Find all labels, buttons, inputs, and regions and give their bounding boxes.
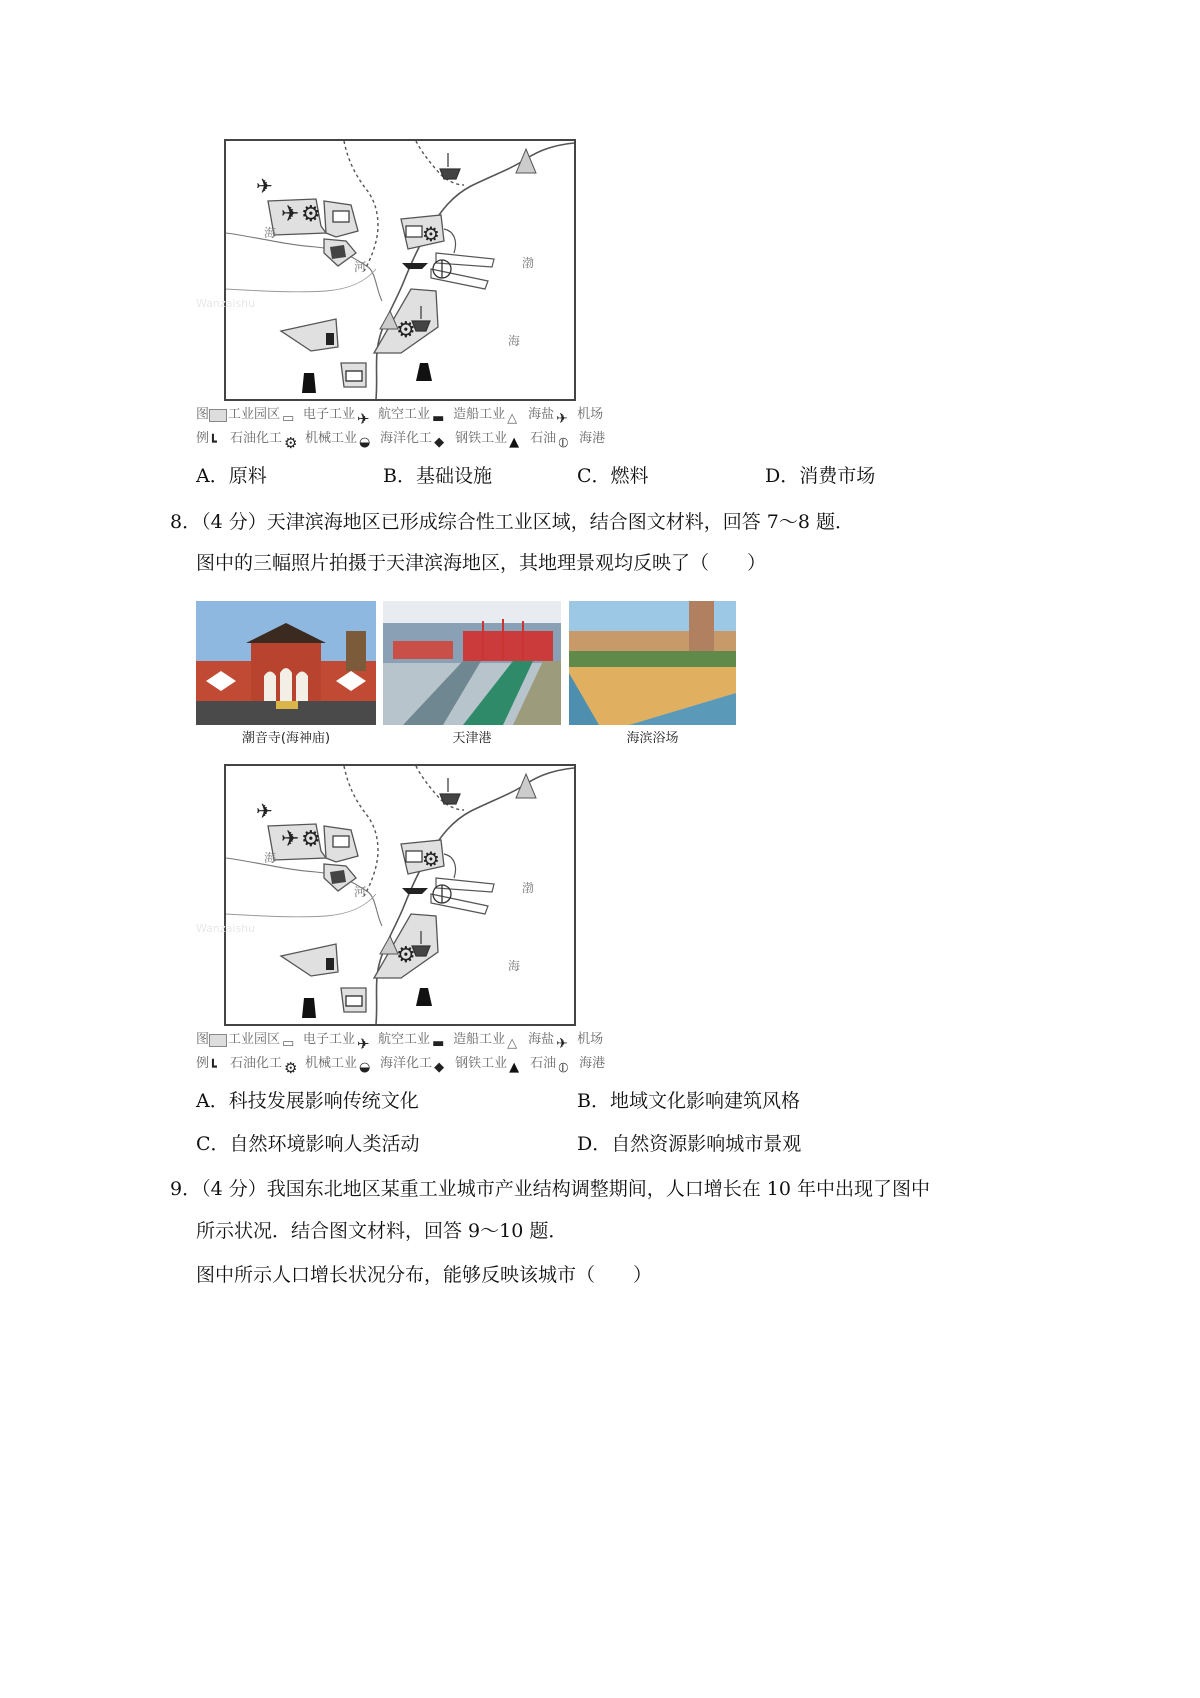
legend-label: 海港	[579, 431, 606, 446]
oil-icon: ▲	[509, 435, 520, 450]
svg-text:✈: ✈	[256, 799, 273, 823]
svg-text:✈: ✈	[256, 174, 273, 198]
legend-label: 航空工业	[378, 1032, 431, 1047]
refinery-icon: ┗	[209, 435, 217, 450]
q7-option-a[interactable]: A．原料	[196, 465, 267, 487]
q8-option-d[interactable]: D．自然资源影响城市景观	[577, 1133, 802, 1155]
map-label-sea-west: 海	[264, 851, 277, 865]
refinery-icon: ┗	[209, 1060, 217, 1075]
legend-label: 工业园区	[228, 1032, 281, 1047]
airport-icon: ✈	[556, 1036, 568, 1052]
legend-row-2	[196, 427, 607, 451]
gear-icon: ⚙	[284, 1059, 298, 1077]
map-label-bohai-2: 海	[508, 959, 521, 973]
map-label-bohai-1: 渤	[522, 881, 535, 895]
q9-stem-line-1: 9．（4 分）我国东北地区某重工业城市产业结构调整期间，人口增长在 10 年中出现了图中	[170, 1178, 930, 1200]
port-icon: ⦶	[558, 1060, 569, 1076]
legend-row-2	[196, 1052, 607, 1076]
oil-icon: ▲	[509, 1060, 520, 1075]
legend-label: 石油	[530, 1056, 557, 1071]
map-label-river: 河	[354, 260, 367, 274]
ship-icon: ▬	[432, 411, 445, 426]
marine-chemical-icon: ◒	[359, 1060, 371, 1075]
airport-icon: ✈	[556, 411, 568, 427]
legend-label: 造船工业	[453, 1032, 506, 1047]
watermark: Wanzaishu	[196, 922, 256, 935]
legend-label: 海盐	[528, 1032, 555, 1047]
photo-tianjin-port	[383, 601, 561, 725]
steel-icon: ◆	[434, 1060, 445, 1075]
legend-label: 工业园区	[228, 407, 281, 422]
legend-heading-2: 例	[196, 1056, 210, 1071]
svg-text:⚙: ⚙	[422, 222, 440, 246]
svg-text:⚙: ⚙	[301, 827, 321, 852]
legend-label: 钢铁工业	[455, 1056, 508, 1071]
q8-option-b[interactable]: B．地域文化影响建筑风格	[577, 1090, 800, 1112]
legend-label: 造船工业	[453, 407, 506, 422]
map-legend-q8	[196, 1028, 607, 1076]
svg-text:⚙: ⚙	[301, 202, 321, 227]
photo-caption-beach: 海滨浴场	[626, 731, 679, 746]
map-label-sea-west: 海	[264, 226, 277, 240]
q8-option-a[interactable]: A．科技发展影响传统文化	[196, 1090, 419, 1112]
legend-heading-1: 图	[196, 1032, 210, 1047]
svg-text:⚙: ⚙	[396, 943, 416, 968]
legend-label: 机械工业	[305, 1056, 358, 1071]
legend-label: 石油化工	[230, 1056, 283, 1071]
q8-option-c[interactable]: C．自然环境影响人类活动	[196, 1133, 420, 1155]
q8-stem: 8．（4 分）天津滨海地区已形成综合性工业区域，结合图文材料，回答 7～8 题．	[170, 511, 854, 533]
map-label-river: 河	[354, 885, 367, 899]
computer-icon: ▭	[282, 411, 295, 426]
q7-option-d[interactable]: D．消费市场	[765, 465, 876, 487]
airplane-icon: ✈	[357, 1035, 370, 1053]
legend-row-1	[196, 1028, 607, 1052]
legend-row-1	[196, 403, 607, 427]
legend-label: 钢铁工业	[455, 431, 508, 446]
legend-label: 海洋化工	[380, 431, 433, 446]
q7-option-b[interactable]: B．基础设施	[383, 465, 492, 487]
map-label-bohai-2: 海	[508, 334, 521, 348]
legend-label: 航空工业	[378, 407, 431, 422]
park-icon	[209, 1034, 227, 1047]
legend-label: 机械工业	[305, 431, 358, 446]
airplane-icon: ✈	[357, 410, 370, 428]
photo-temple	[196, 601, 376, 725]
photo-caption-port: 天津港	[452, 731, 492, 746]
svg-text:✈: ✈	[281, 202, 300, 227]
q9-stem-line-2: 所示状况．结合图文材料，回答 9～10 题．	[196, 1220, 568, 1242]
svg-text:⚙: ⚙	[422, 847, 440, 871]
park-icon	[209, 409, 227, 422]
photo-beach	[569, 601, 736, 725]
computer-icon: ▭	[282, 1036, 295, 1051]
steel-icon: ◆	[434, 435, 445, 450]
ship-icon: ▬	[432, 1036, 445, 1051]
triangle-icon: △	[507, 1036, 518, 1051]
legend-heading-2: 例	[196, 431, 210, 446]
industrial-map-q8	[224, 764, 576, 1026]
map-label-bohai-1: 渤	[522, 256, 535, 270]
legend-label: 海洋化工	[380, 1056, 433, 1071]
legend-label: 机场	[577, 1032, 604, 1047]
legend-label: 石油化工	[230, 431, 283, 446]
q8-subquestion: 图中的三幅照片拍摄于天津滨海地区，其地理景观均反映了（ ）	[196, 552, 767, 574]
photo-caption-temple: 潮音寺(海神庙)	[241, 731, 331, 746]
triangle-icon: △	[507, 411, 518, 426]
legend-heading-1: 图	[196, 407, 210, 422]
legend-label: 石油	[530, 431, 557, 446]
q9-subquestion: 图中所示人口增长状况分布，能够反映该城市（ ）	[196, 1264, 653, 1286]
watermark: Wanzaishu	[196, 297, 256, 310]
legend-label: 海港	[579, 1056, 606, 1071]
port-icon: ⦶	[558, 435, 569, 451]
q7-option-c[interactable]: C．燃料	[577, 465, 649, 487]
legend-label: 电子工业	[303, 407, 356, 422]
gear-icon: ⚙	[284, 434, 298, 452]
svg-text:⚙: ⚙	[396, 318, 416, 343]
industrial-map-q7	[224, 139, 576, 401]
map-legend-q7	[196, 403, 607, 451]
svg-text:✈: ✈	[281, 827, 300, 852]
marine-chemical-icon: ◒	[359, 435, 371, 450]
legend-label: 电子工业	[303, 1032, 356, 1047]
legend-label: 机场	[577, 407, 604, 422]
legend-label: 海盐	[528, 407, 555, 422]
